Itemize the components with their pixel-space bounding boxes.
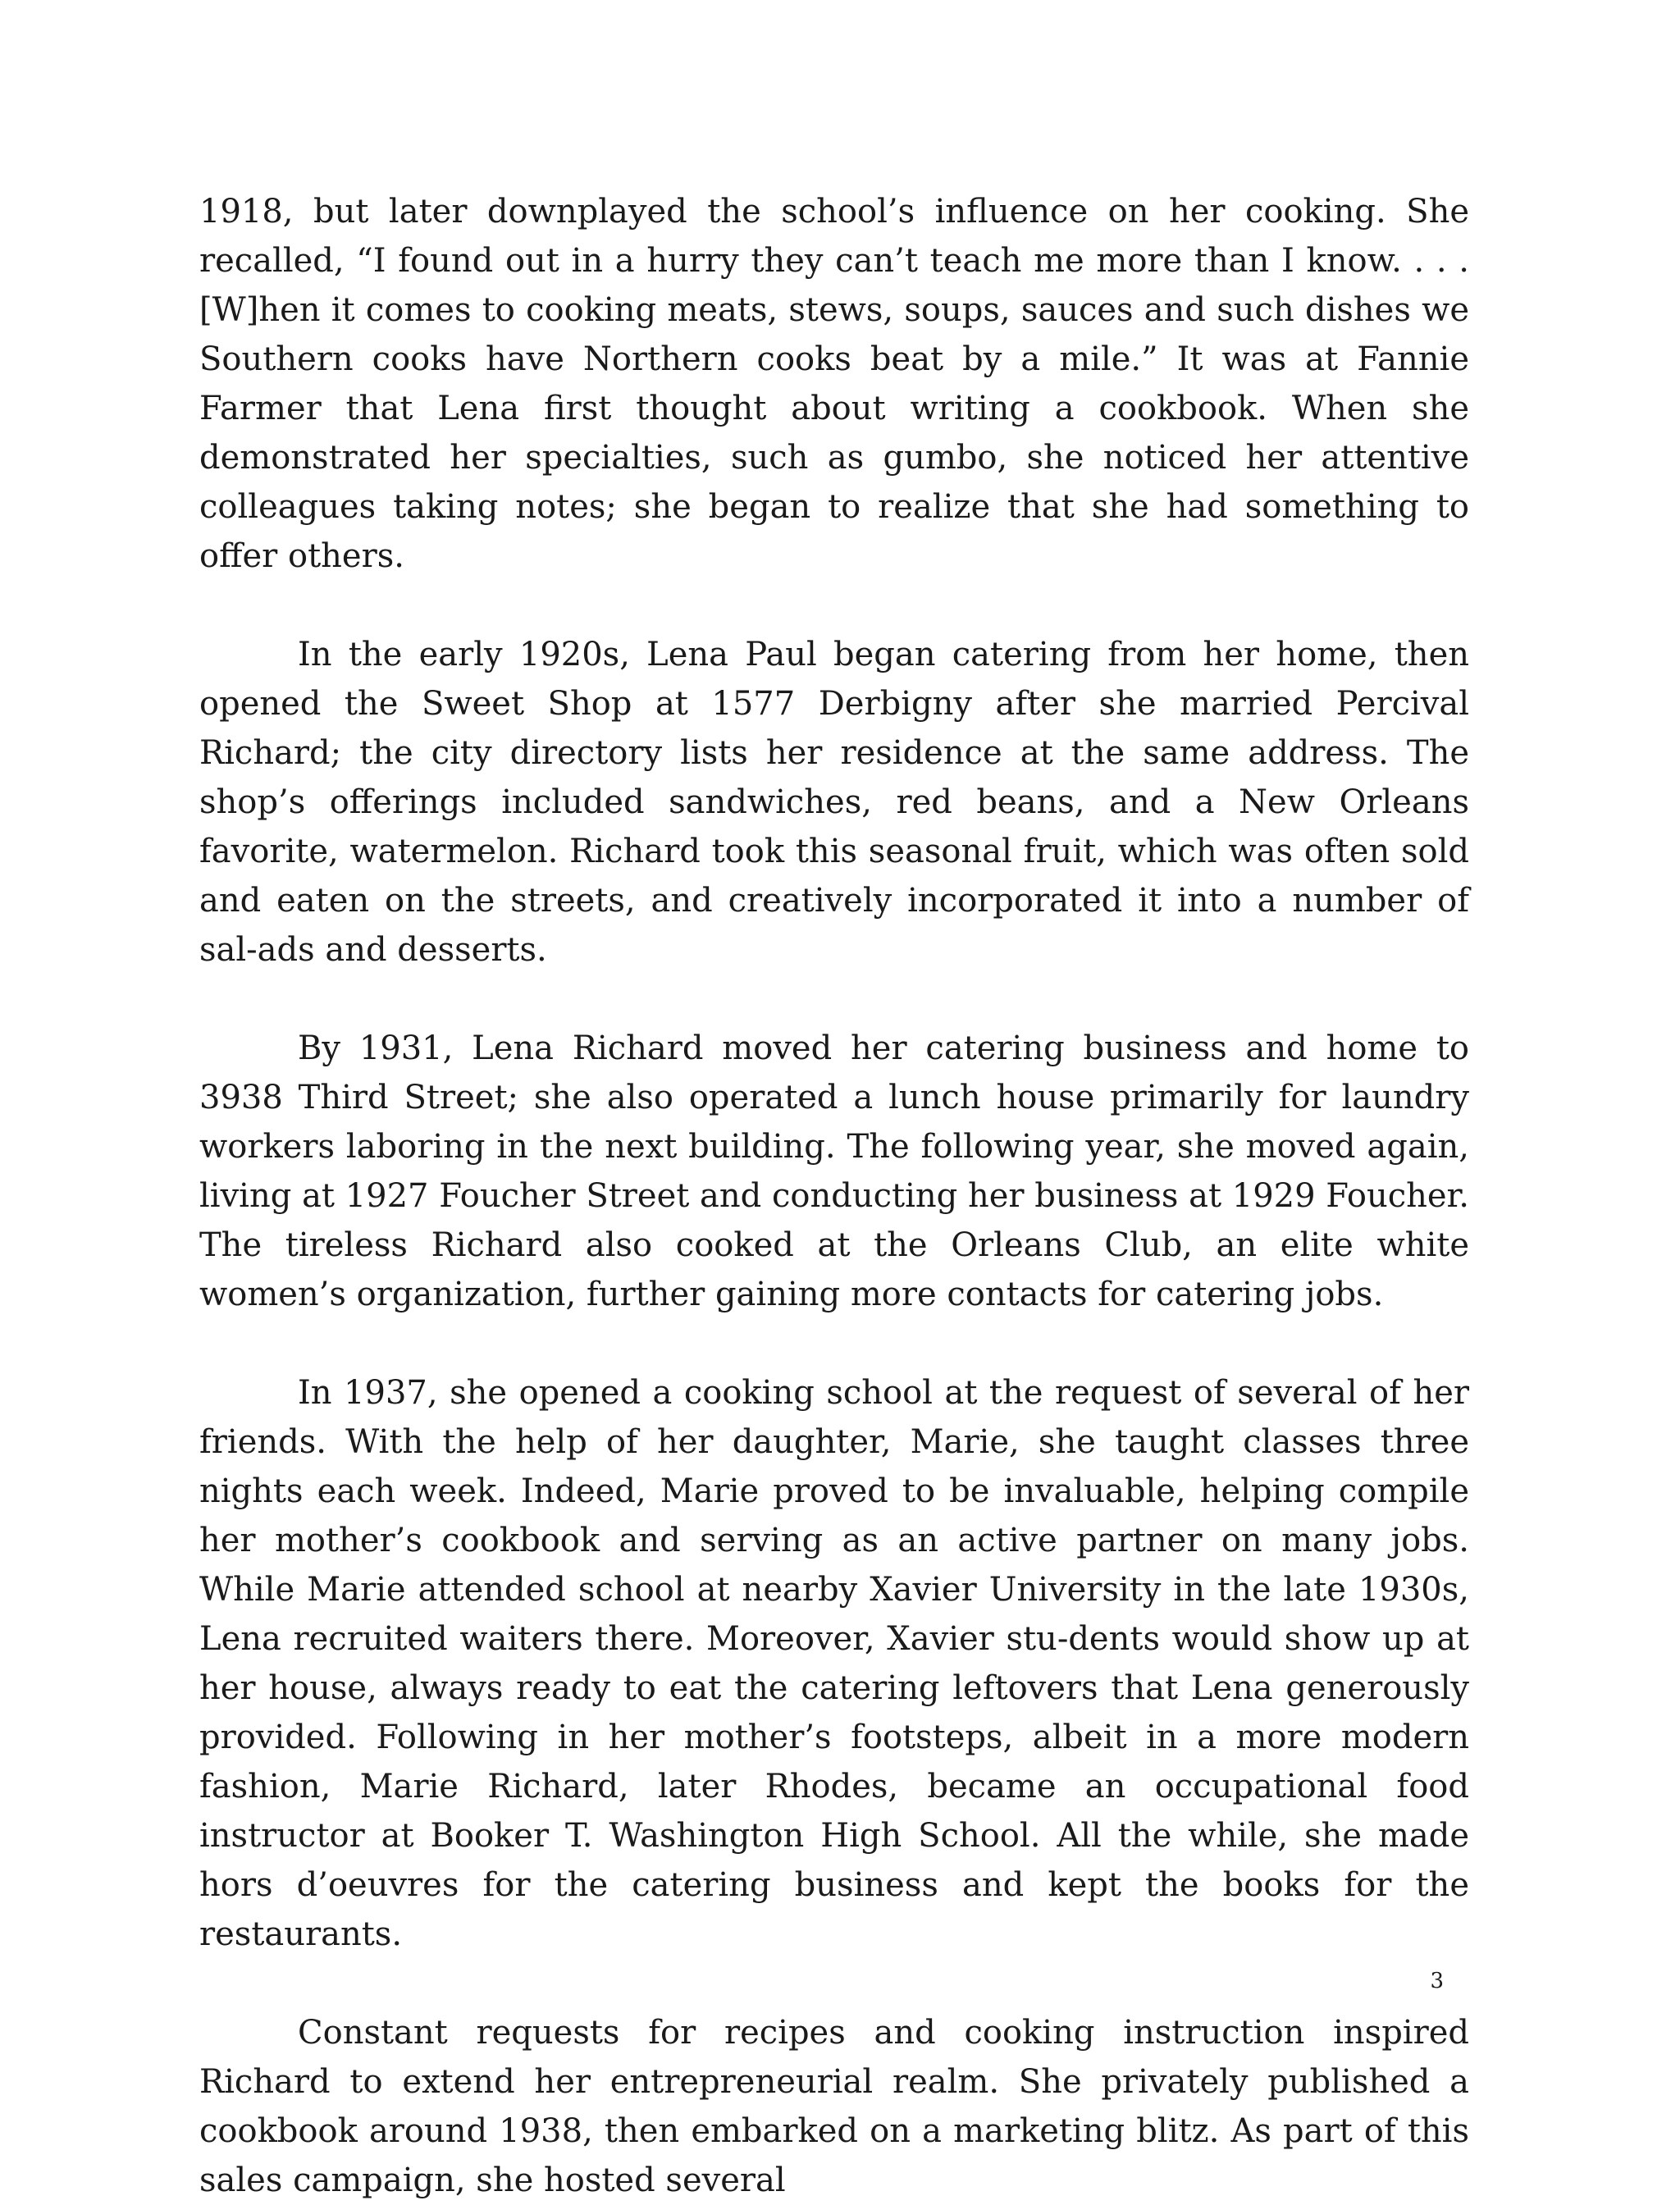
- paragraph-3: By 1931, Lena Richard moved her catering business and home to 3938 Third Street; she also operated a lunch house primarily for laundry workers laboring in the next building. The following year, she moved again, living at 1927 Foucher Street and conducting her business at 1929 Foucher. The tireless Richard also cooked at the Orleans Club, an elite white women’s organization, further gaining more contacts for catering jobs.: [199, 1029, 1469, 1313]
- paragraph-4: In 1937, she opened a cooking school at the request of several of her friends. With the help of her daughter, Marie, she taught classes three nights each week. Indeed, Marie proved to be invaluable, helping compile her mother’s cookbook and serving as an active partner on many jobs. While Marie attended school at nearby Xavier University in the late 1930s, Lena recruited waiters there. Moreover, Xavier stu-dents would show up at her house, always ready to eat the catering leftovers that Lena generously provided. Following in her mother’s footsteps, albeit in a more modern fashion, Marie Richard, later Rhodes, became an occupational food instructor at Booker T. Washington High School. All the while, she made hors d’oeuvres for the catering business and kept the books for the restaurants.: [199, 1374, 1469, 1953]
- paragraph-1: 1918, but later downplayed the school’s influence on her cooking. She recalled, “I found out in a hurry they can’t teach me more than I know. . . . [W]hen it comes to cooking meats, stews, soups, sauces and such dishes we Southern cooks have Northern cooks beat by a mile.” It was at Fannie Farmer that Lena first thought about writing a cookbook. When she demonstrated her specialties, such as gumbo, she noticed her attentive colleagues taking notes; she began to realize that she had something to offer others.: [199, 193, 1469, 575]
- page-number: 3: [1430, 1969, 1444, 1993]
- paragraph-5: Constant requests for recipes and cooking instruction inspired Richard to extend her entrepreneurial realm. She privately published a cookbook around 1938, then embarked on a marketing blitz. As part of this sales campaign, she hosted several: [199, 2014, 1469, 2199]
- body-text: [199, 187, 1469, 2205]
- paragraph-2: In the early 1920s, Lena Paul began catering from her home, then opened the Sweet Shop at 1577 Derbigny after she married Percival Richard; the city directory lists her residence at the same address. The shop’s offerings included sandwiches, red beans, and a New Orleans favorite, watermelon. Richard took this seasonal fruit, which was often sold and eaten on the streets, and creatively incorporated it into a number of sal-ads and desserts.: [199, 636, 1469, 969]
